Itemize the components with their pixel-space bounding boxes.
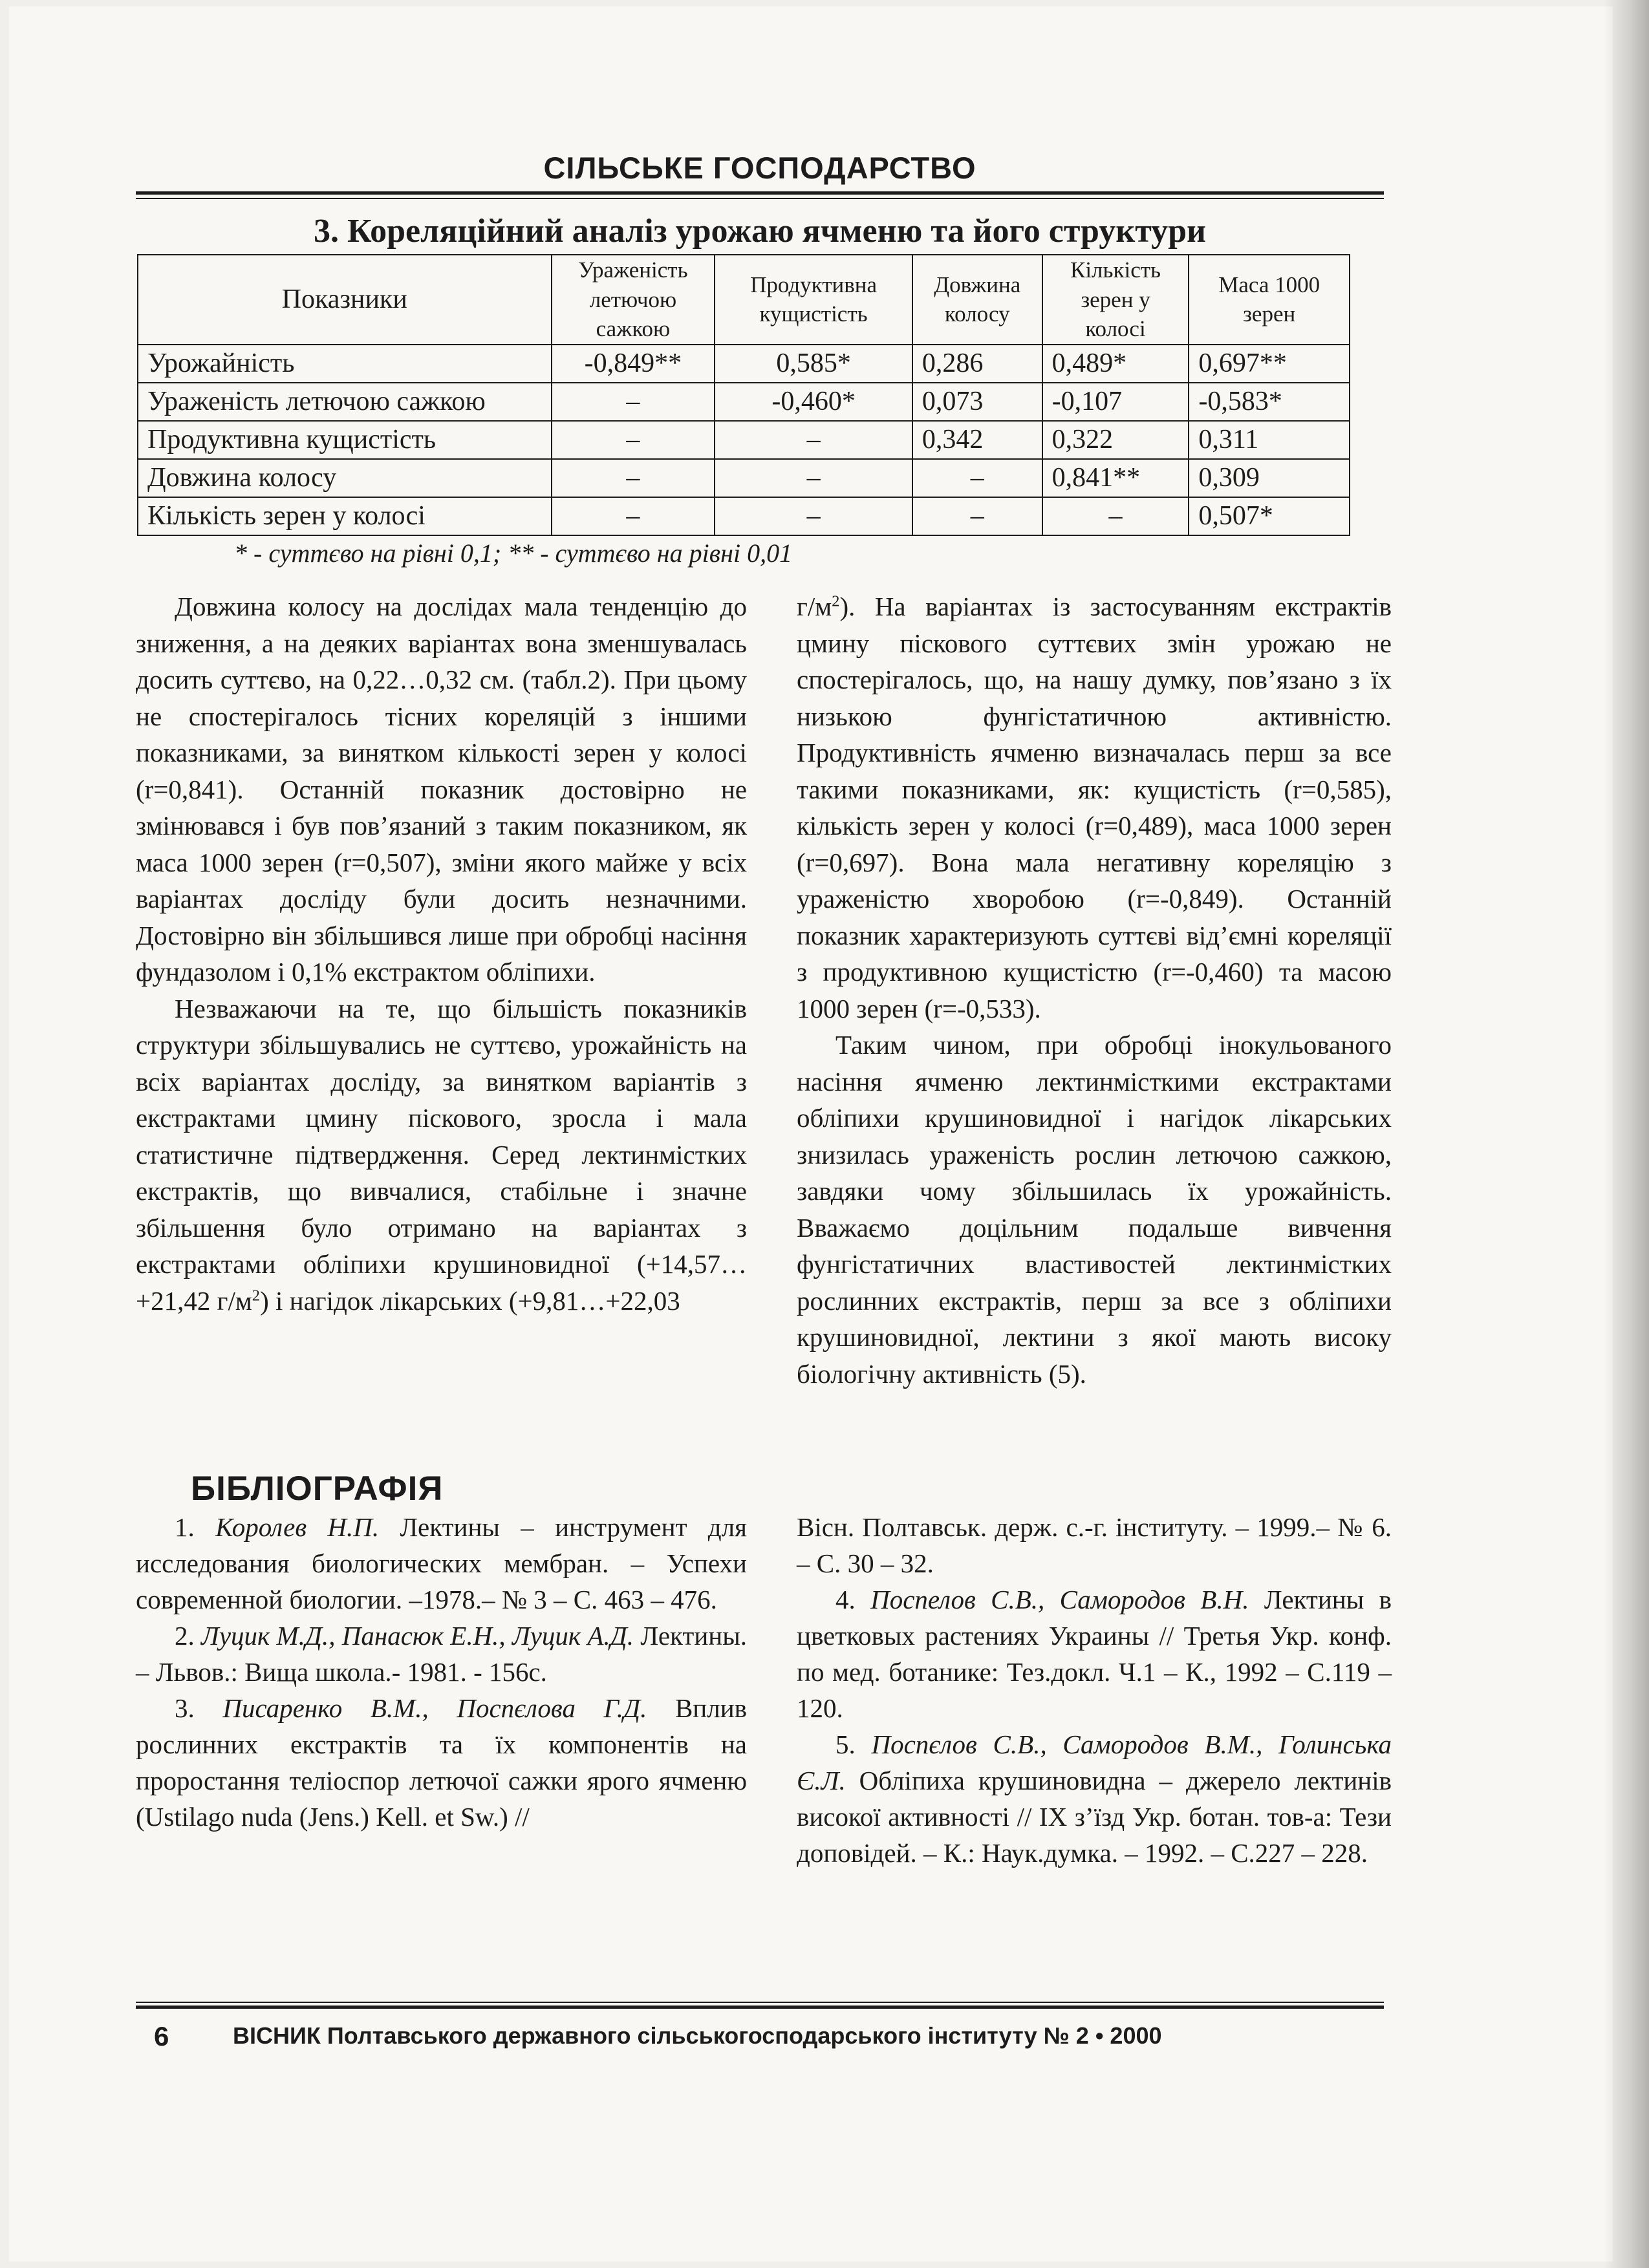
table-cell: –: [912, 459, 1042, 497]
table-cell: 0,507*: [1189, 497, 1350, 535]
reference-text: Лектины – инструмент для исследования биологических мембран. – Успехи современной биологии. –1978.– № 3 – С. 463 – 476.: [136, 1512, 747, 1614]
right-column: [797, 588, 1392, 1392]
bibliography-right: [797, 1509, 1392, 1871]
table-cell: –: [912, 497, 1042, 535]
paragraph-text: ) і нагідок лікарських (+9,81…+22,03: [260, 1285, 680, 1316]
reference-text: Вплив рослинних екстрактів та їх компонентів на проростання теліоспор летючої сажки ярого ячменю (Ustilago nuda (Jens.) Kell. et Sw.) //: [136, 1693, 747, 1832]
superscript: 2: [832, 592, 840, 610]
reference-text: Обліпиха крушиновидна – джерело лектинів високої активності // IX з’їзд Укр. ботан. тов-а: Тези доповідей. – К.: Наук.думка. – 1992. – С.227 – 228.: [797, 1766, 1392, 1868]
page-number: 6: [154, 2021, 169, 2051]
table-footnote: * - суттєво на рівні 0,1; ** - суттєво на рівні 0,01: [234, 539, 793, 568]
reference-authors: Поспелов С.В., Самородов В.Н.: [870, 1585, 1249, 1614]
table-row: [138, 345, 1350, 383]
paragraph: Таким чином, при обробці інокульованого насіння ячменю лектинмісткими екстрактами обліпихи крушиновидної і нагідок лікарських знизилась ураженість рослин летючою сажкою, завдяки чому збільшилась їх урожайність. Вважаємо доцільним подальше вивчення фунгістатичних властивостей лектинмістких рослинних екстрактів, перш за все з обліпихи крушиновидної, лектини з якої мають високу біологічну активність (5).: [797, 1030, 1392, 1389]
reference-continuation: Вісн. Полтавськ. держ. с.-г. інституту. – 1999.– № 6. – С. 30 – 32.: [797, 1512, 1392, 1578]
table-cell: 0,073: [912, 383, 1042, 421]
paragraph: Довжина колосу на дослідах мала тенденцію до зниження, а на деяких варіантах вона зменшувалась досить суттєво, на 0,22…0,32 см. (табл.2). При цьому не спостерігалось тісних кореляцій з іншими показниками, за винятком кількості зерен у колосі (r=0,841). Останній показник достовірно не змінювався і був пов’язаний з таким показником, як маса 1000 зерен (r=0,507), зміни якого майже у всіх варіантах досліду були досить незначними. Достовірно він збільшився лише при обробці насіння фундазолом і 0,1% екстрактом обліпихи.: [136, 592, 747, 987]
header-rule-thick: [136, 191, 1384, 195]
table-row: [138, 421, 1350, 459]
reference: 2. Луцик М.Д., Панасюк Е.Н., Луцик А.Д. Лектины. – Львов.: Вища школа.- 1981. - 156с.: [136, 1621, 748, 1687]
footer-rule-thick: [136, 2006, 1384, 2009]
table-cell: –: [715, 497, 912, 535]
journal-footer: ВІСНИК Полтавського державного сільськогосподарського інституту № 2 • 2000: [233, 2022, 1162, 2049]
correlation-table: [137, 254, 1350, 536]
table-cell: -0,849**: [552, 345, 715, 383]
header-cell: Показники: [138, 255, 552, 345]
table-cell: –: [552, 497, 715, 535]
row-label: Урожайність: [138, 345, 552, 383]
table-cell: 0,311: [1189, 421, 1350, 459]
header-cell: Ураженість летючою сажкою: [552, 255, 715, 345]
bibliography-left: [136, 1509, 747, 1835]
bibliography-heading: БІБЛІОГРАФІЯ: [191, 1470, 444, 1508]
table-title: 3. Кореляційний аналіз урожаю ячменю та його структури: [314, 213, 1206, 250]
table-header-row: [138, 255, 1350, 345]
paragraph: [136, 990, 747, 1320]
header-rule-thin: [136, 198, 1384, 199]
paragraph-text: г/м: [797, 592, 832, 621]
header-cell: Продуктивна кущистість: [715, 255, 912, 345]
table-cell: –: [715, 421, 912, 459]
table-cell: -0,107: [1042, 383, 1189, 421]
table-cell: 0,342: [912, 421, 1042, 459]
reference: 5. Поспєлов С.В., Самородов В.М., Голинська Є.Л. Обліпиха крушиновидна – джерело лектинів високої активності // IX з’їзд Укр. ботан. тов-а: Тези доповідей. – К.: Наук.думка. – 1992. – С.227 – 228.: [797, 1729, 1392, 1868]
paragraph-text: Незважаючи на те, що більшість показників структури збільшувались не суттєво, урожайність на всіх варіантах досліду, за винятком варіантів з екстрактами цмину піскового, зросла і мала статистичне підтвердження. Серед лектинмістких екстрактів, що вивчалися, стабільне і значне збільшення було отримано на варіантах з екстрактами обліпихи крушиновидної (+14,57…+21,42 г/м: [136, 993, 747, 1316]
table-cell: 0,322: [1042, 421, 1189, 459]
reference: 1. Королев Н.П. Лектины – инструмент для исследования биологических мембран. – Успехи современной биологии. –1978.– № 3 – С. 463 – 476.: [136, 1512, 747, 1614]
running-head: СІЛЬСЬКЕ ГОСПОДАРСТВО: [543, 151, 976, 185]
row-label: Кількість зерен у колосі: [138, 497, 552, 535]
table-cell: –: [552, 459, 715, 497]
footer-rule-thin: [136, 2002, 1384, 2003]
header-cell: Кількість зерен у колосі: [1042, 255, 1189, 345]
reference-authors: Луцик М.Д., Панасюк Е.Н., Луцик А.Д.: [201, 1621, 634, 1651]
table-cell: –: [552, 421, 715, 459]
reference-authors: Королев Н.П.: [215, 1512, 380, 1542]
table-row: [138, 497, 1350, 535]
row-label: Довжина колосу: [138, 459, 552, 497]
table-cell: 0,841**: [1042, 459, 1189, 497]
row-label: Продуктивна кущистість: [138, 421, 552, 459]
paragraph: [797, 588, 1392, 1027]
reference-authors: Писаренко В.М., Поспєлова Г.Д.: [222, 1693, 647, 1723]
table-row: [138, 459, 1350, 497]
table-cell: 0,286: [912, 345, 1042, 383]
table-cell: –: [1042, 497, 1189, 535]
reference-text: Лектины. – Львов.: Вища школа.- 1981. - 156с.: [136, 1621, 748, 1687]
table-cell: 0,309: [1189, 459, 1350, 497]
table-cell: 0,697**: [1189, 345, 1350, 383]
row-label: Ураженість летючою сажкою: [138, 383, 552, 421]
page-edge-shadow: [1604, 0, 1649, 2268]
superscript: 2: [252, 1286, 261, 1304]
reference-text: Лектины в цветковых растениях Украины // Третья Укр. конф. по мед. ботанике: Тез.докл. Ч.1 – К., 1992 – С.119 – 120.: [797, 1585, 1392, 1723]
table-cell: –: [715, 459, 912, 497]
header-cell: Маса 1000 зерен: [1189, 255, 1350, 345]
header-cell: Довжина колосу: [912, 255, 1042, 345]
reference-authors: Поспєлов С.В., Самородов В.М., Голинська Є.Л.: [797, 1729, 1392, 1795]
table-cell: –: [552, 383, 715, 421]
table-cell: 0,585*: [715, 345, 912, 383]
reference: 4. Поспелов С.В., Самородов В.Н. Лектины в цветковых растениях Украины // Третья Укр. конф. по мед. ботанике: Тез.докл. Ч.1 – К., 1992 – С.119 – 120.: [797, 1585, 1392, 1723]
left-column: [136, 588, 747, 1319]
paragraph-text: ). На варіантах із застосуванням екстрактів цмину піскового суттєвих змін урожаю не спостерігалось, що, на нашу думку, пов’язано з їх низькою фунгістатичною активністю. Продуктивність ячменю визначалась перш за все такими показниками, як: кущистість (r=0,585), кількість зерен у колосі (r=0,489), маса 1000 зерен (r=0,697). Вона мала негативну кореляцію з ураженістю хворобою (r=-0,849). Останній показник характеризують суттєві від’ємні кореляції з продуктивною кущистістю (r=-0,460) та масою 1000 зерен (r=-0,533).: [797, 592, 1392, 1023]
table-cell: -0,583*: [1189, 383, 1350, 421]
table-cell: -0,460*: [715, 383, 912, 421]
table-row: [138, 383, 1350, 421]
reference: 3. Писаренко В.М., Поспєлова Г.Д. Вплив рослинних екстрактів та їх компонентів на проростання теліоспор летючої сажки ярого ячменю (Ustilago nuda (Jens.) Kell. et Sw.) //: [136, 1693, 747, 1832]
table-cell: 0,489*: [1042, 345, 1189, 383]
